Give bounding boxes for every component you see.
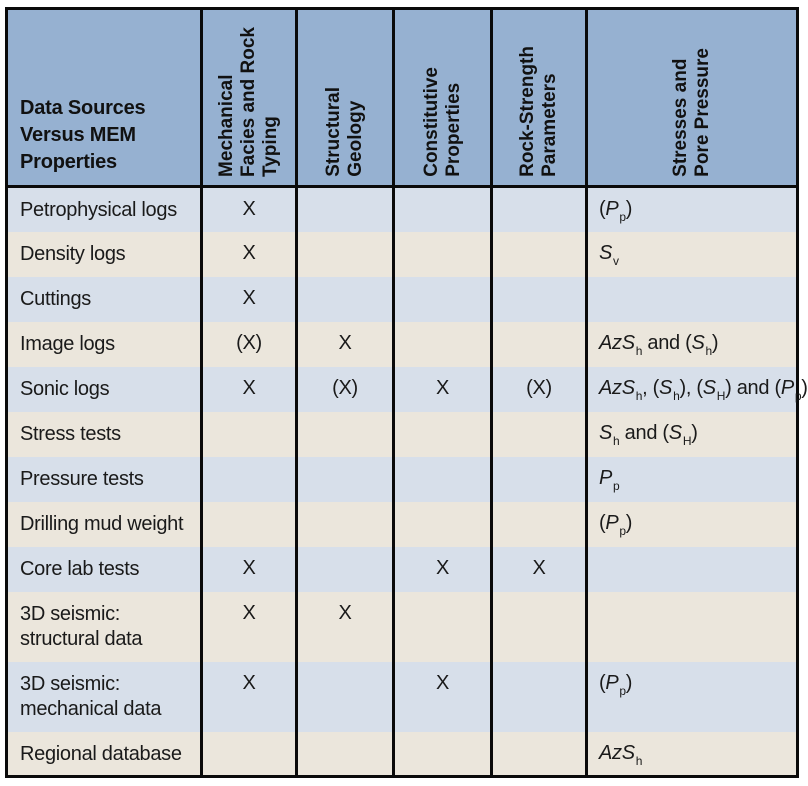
cell-stresses-pore-pressure: $S_v$ [587,232,798,277]
table-row [7,367,798,412]
cell-structural-geology [297,662,394,732]
cell-constitutive-properties: X [394,367,492,412]
header-line: Pore Pressure [692,48,713,177]
header-line: Parameters [539,73,560,177]
cell-constitutive-properties [394,592,492,662]
cell-constitutive-properties [394,502,492,547]
cell-mechanical-facies [202,457,297,502]
cell-stresses-pore-pressure: $(P_p)$ [587,662,798,732]
cell-mechanical-facies [202,502,297,547]
cell-mechanical-facies: X [202,187,297,232]
header-line: Geology [345,100,366,177]
table-row [7,322,798,367]
cell-structural-geology: (X) [297,367,394,412]
source-label-line: Pressure tests [20,467,144,490]
header-line: Properties [442,83,464,177]
cell-structural-geology [297,232,394,277]
source-label-line: Sonic logs [20,377,110,400]
cell-rock-strength: (X) [492,367,587,412]
cell-data-source [7,277,202,322]
cell-rock-strength [492,732,587,777]
header-rock-strength [492,9,587,187]
cell-constitutive-properties: X [394,662,492,732]
cell-stresses-pore-pressure [587,277,798,322]
source-label-line: structural data [20,627,143,650]
header-line: Facies and Rock [238,27,259,177]
header-line: Data Sources [20,97,146,119]
cell-data-source [7,547,202,592]
cell-mechanical-facies: X [202,277,297,322]
header-line: Versus MEM [20,124,136,146]
cell-constitutive-properties [394,187,492,232]
cell-data-source [7,662,202,732]
cell-data-source [7,232,202,277]
source-label-line: 3D seismic: [20,672,121,695]
cell-stresses-pore-pressure: AzS$_h$ [587,732,798,777]
header-row [7,9,798,187]
table-row [7,732,798,777]
header-constitutive-properties [394,9,492,187]
cell-structural-geology [297,277,394,322]
table-row [7,662,798,732]
cell-structural-geology [297,412,394,457]
table-row [7,187,798,232]
cell-structural-geology: X [297,322,394,367]
table-row [7,502,798,547]
cell-constitutive-properties: X [394,547,492,592]
cell-structural-geology [297,547,394,592]
cell-data-source [7,457,202,502]
cell-structural-geology: X [297,592,394,662]
header-line: Stresses and [670,58,691,177]
cell-structural-geology [297,502,394,547]
cell-rock-strength [492,457,587,502]
cell-constitutive-properties [394,457,492,502]
source-label-line: Drilling mud weight [20,512,184,535]
cell-data-source [7,187,202,232]
source-label-line: Image logs [20,332,115,355]
cell-constitutive-properties [394,412,492,457]
cell-rock-strength [492,412,587,457]
cell-data-source [7,502,202,547]
cell-mechanical-facies: X [202,232,297,277]
cell-rock-strength [492,502,587,547]
header-line: Mechanical [216,74,237,177]
cell-rock-strength [492,592,587,662]
table-row [7,457,798,502]
source-label-line: Cuttings [20,287,91,310]
cell-data-source [7,592,202,662]
cell-stresses-pore-pressure: $P_p$ [587,457,798,502]
source-label-line: 3D seismic: [20,602,121,625]
cell-rock-strength [492,662,587,732]
cell-mechanical-facies: X [202,592,297,662]
cell-mechanical-facies [202,732,297,777]
cell-stresses-pore-pressure: AzS$_h$, $(S_h)$, $(S_H)$ and $(P_p)$ [587,367,798,412]
cell-constitutive-properties [394,232,492,277]
cell-mechanical-facies: (X) [202,322,297,367]
cell-constitutive-properties [394,732,492,777]
header-structural-geology [297,9,394,187]
cell-stresses-pore-pressure: $S_h$ and $(S_H)$ [587,412,798,457]
source-label-line: Petrophysical logs [20,199,177,221]
source-label-line: Density logs [20,242,126,265]
header-line: Properties [20,151,117,173]
data-sources-vs-mem-table [5,7,808,778]
source-label-line: Regional database [20,742,182,765]
cell-constitutive-properties [394,277,492,322]
cell-structural-geology [297,457,394,502]
cell-data-source [7,732,202,777]
cell-rock-strength [492,187,587,232]
cell-mechanical-facies: X [202,367,297,412]
cell-structural-geology [297,187,394,232]
cell-rock-strength [492,322,587,367]
table-row [7,412,798,457]
header-line: Constitutive [420,67,442,177]
cell-constitutive-properties [394,322,492,367]
header-data-sources [7,9,202,187]
header-stresses-pore-pressure [587,9,798,187]
table-row [7,547,798,592]
source-label-line: Core lab tests [20,557,140,580]
source-label-line: mechanical data [20,697,162,720]
table-row [7,232,798,277]
cell-data-source [7,412,202,457]
cell-stresses-pore-pressure [587,547,798,592]
table-row [7,277,798,322]
cell-rock-strength [492,277,587,322]
header-line: Typing [260,116,281,177]
cell-mechanical-facies: X [202,547,297,592]
cell-mechanical-facies [202,412,297,457]
cell-stresses-pore-pressure: $(P_p)$ [587,502,798,547]
header-line: Rock-Strength [517,46,538,177]
header-mechanical-facies [202,9,297,187]
cell-data-source [7,367,202,412]
table-row [7,592,798,662]
cell-rock-strength [492,232,587,277]
cell-stresses-pore-pressure [587,592,798,662]
cell-rock-strength: X [492,547,587,592]
cell-data-source [7,322,202,367]
cell-structural-geology [297,732,394,777]
cell-stresses-pore-pressure: $(P_p)$ [587,187,798,232]
table-body [7,187,808,777]
source-label-line: Stress tests [20,422,121,445]
cell-mechanical-facies: X [202,662,297,732]
cell-stresses-pore-pressure: AzS$_h$ and $(S_h)$ [587,322,798,367]
header-line: Structural [323,87,344,177]
